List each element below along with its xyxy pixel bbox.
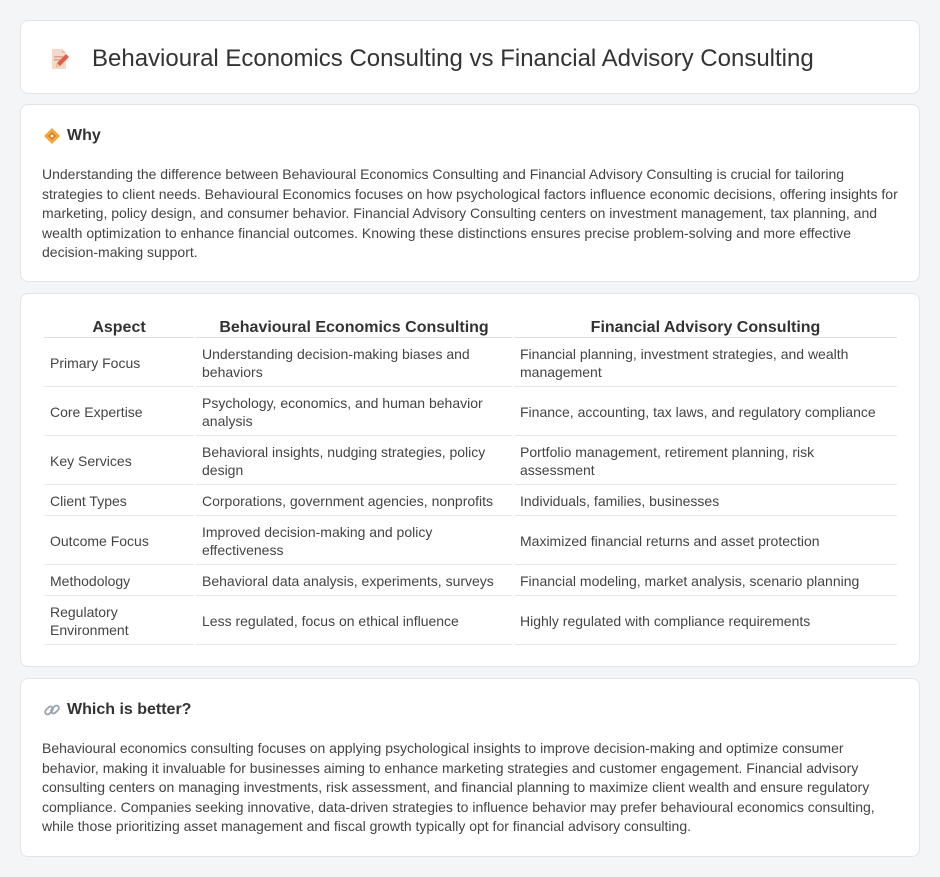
row-financial: Maximized financial returns and asset protection: [514, 518, 897, 565]
row-behavioural: Understanding decision-making biases and behaviors: [196, 340, 512, 387]
which-better-section: [20, 678, 920, 857]
table-row: [44, 598, 897, 645]
row-aspect: Outcome Focus: [44, 518, 194, 565]
link-icon: [43, 701, 61, 719]
table-header-row: [44, 318, 897, 338]
row-financial: Highly regulated with compliance requirements: [514, 598, 897, 645]
row-behavioural: Behavioral data analysis, experiments, surveys: [196, 567, 512, 596]
page-title: Behavioural Economics Consulting vs Financial Advisory Consulting: [92, 45, 814, 72]
row-behavioural: Less regulated, focus on ethical influence: [196, 598, 512, 645]
table-row: [44, 389, 897, 436]
row-aspect: Core Expertise: [44, 389, 194, 436]
table-row: [44, 487, 897, 516]
comparison-table: [42, 316, 899, 647]
row-financial: Financial planning, investment strategies, and wealth management: [514, 340, 897, 387]
header-behavioural: Behavioural Economics Consulting: [196, 318, 512, 338]
row-financial: Financial modeling, market analysis, scenario planning: [514, 567, 897, 596]
row-behavioural: Psychology, economics, and human behavior analysis: [196, 389, 512, 436]
title-card: [20, 20, 920, 94]
which-better-heading: Which is better?: [67, 701, 192, 718]
row-aspect: Key Services: [44, 438, 194, 485]
why-heading: Why: [67, 127, 101, 144]
header-financial: Financial Advisory Consulting: [514, 318, 897, 338]
diamond-icon: [43, 127, 61, 145]
row-financial: Finance, accounting, tax laws, and regulatory compliance: [514, 389, 897, 436]
header-aspect: Aspect: [44, 318, 194, 338]
table-row: [44, 438, 897, 485]
row-behavioural: Corporations, government agencies, nonprofits: [196, 487, 512, 516]
document-pencil-icon: [47, 47, 71, 71]
row-aspect: Primary Focus: [44, 340, 194, 387]
comparison-section: [20, 293, 920, 667]
row-aspect: Client Types: [44, 487, 194, 516]
table-row: [44, 567, 897, 596]
which-better-text: Behavioural economics consulting focuses on applying psychological insights to improve decision-making and optimize consumer behavior, making it invaluable for businesses aiming to enhance marketing strategies and customer engagement. Financial advisory consulting centers on managing investments, risk assessment, and financial planning to maximize client wealth and ensure regulatory compliance. Companies seeking innovative, data-driven strategies to influence behavior may prefer behavioural economics consulting, while those prioritizing asset management and fiscal growth typically opt for financial advisory consulting.: [42, 740, 875, 835]
table-row: [44, 340, 897, 387]
row-financial: Individuals, families, businesses: [514, 487, 897, 516]
why-text: Understanding the difference between Behavioural Economics Consulting and Financial Advisory Consulting is crucial for tailoring strategies to client needs. Behavioural Economics focuses on how psychological factors influence economic decisions, offering insights for marketing, policy design, and consumer behavior. Financial Advisory Consulting centers on investment management, tax planning, and wealth optimization to enhance financial outcomes. Knowing these distinctions ensures precise problem-solving and more effective decision-making support.: [42, 166, 898, 261]
row-behavioural: Behavioral insights, nudging strategies, policy design: [196, 438, 512, 485]
row-aspect: Methodology: [44, 567, 194, 596]
why-section: [20, 104, 920, 282]
table-row: [44, 518, 897, 565]
row-aspect: Regulatory Environment: [44, 598, 194, 645]
row-behavioural: Improved decision-making and policy effectiveness: [196, 518, 512, 565]
row-financial: Portfolio management, retirement planning, risk assessment: [514, 438, 897, 485]
